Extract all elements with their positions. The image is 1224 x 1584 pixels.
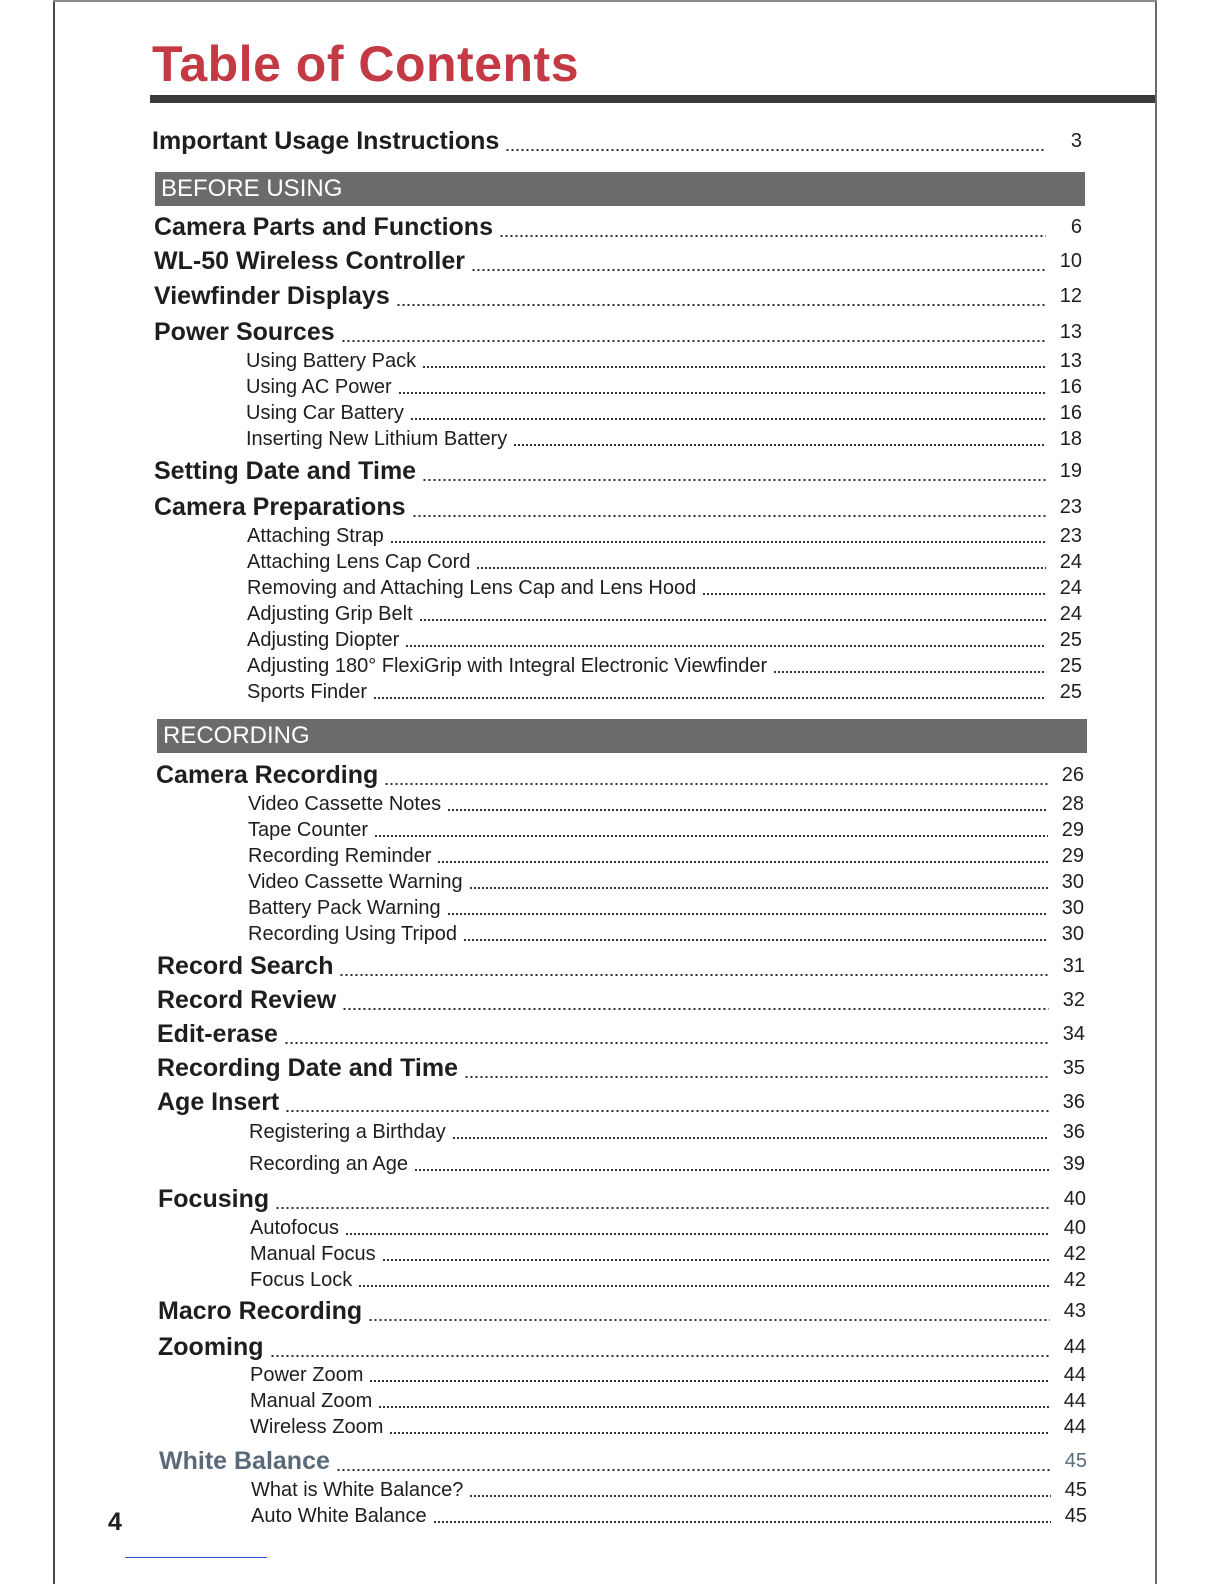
toc-subentry-manual-focus[interactable]: Manual Focus 42 [250,1243,1086,1265]
dot-leader [270,1355,1050,1357]
dot-leader [452,1137,1049,1139]
dot-leader [505,149,1046,151]
toc-subentry-sports-finder[interactable]: Sports Finder 25 [247,681,1082,703]
toc-subentry-diopter[interactable]: Adjusting Diopter 25 [247,629,1082,651]
toc-subentry-grip-belt[interactable]: Adjusting Grip Belt 24 [247,603,1082,625]
page-top-edge [53,0,1157,2]
toc-entry-power-sources[interactable]: Power Sources 13 [154,318,1082,346]
toc-entry-record-review[interactable]: Record Review 32 [157,986,1085,1014]
dot-leader [422,366,1046,368]
dot-leader [702,593,1046,595]
toc-subentry-registering-birthday[interactable]: Registering a Birthday 36 [249,1121,1085,1143]
toc-subentry-manual-zoom[interactable]: Manual Zoom 44 [250,1390,1086,1412]
dot-leader [464,1076,1049,1078]
toc-subentry-power-zoom[interactable]: Power Zoom 44 [250,1364,1086,1386]
dot-leader [275,1207,1050,1209]
page-number: 4 [108,1508,122,1536]
toc-subentry-using-ac-power[interactable]: Using AC Power 16 [246,376,1082,398]
dot-leader [398,392,1046,394]
dot-leader [433,1521,1051,1523]
dot-leader [341,340,1046,342]
toc-subentry-video-cassette-notes[interactable]: Video Cassette Notes 28 [248,793,1084,815]
dot-leader [378,1406,1050,1408]
dot-leader [373,697,1046,699]
toc-entry-focusing[interactable]: Focusing 40 [158,1185,1086,1213]
toc-entry-recording-date-time[interactable]: Recording Date and Time 35 [157,1054,1085,1082]
toc-subentry-what-is-white-balance[interactable]: What is White Balance? 45 [251,1479,1087,1501]
toc-subentry-recording-age[interactable]: Recording an Age 39 [249,1153,1085,1175]
title-underline [150,95,1155,103]
dot-leader [447,809,1048,811]
page-right-edge [1155,0,1157,1584]
toc-subentry-lens-cap-cord[interactable]: Attaching Lens Cap Cord 24 [247,551,1082,573]
dot-leader [285,1110,1049,1112]
page-left-edge [53,0,55,1584]
dot-leader [368,1319,1050,1321]
dot-leader [336,1469,1051,1471]
toc-subentry-attaching-strap[interactable]: Attaching Strap 23 [247,525,1082,547]
toc-entry-camera-preparations[interactable]: Camera Preparations 23 [154,493,1082,521]
toc-subentry-battery-pack-warning[interactable]: Battery Pack Warning 30 [248,897,1084,919]
toc-subentry-autofocus[interactable]: Autofocus 40 [250,1217,1086,1239]
toc-entry-viewfinder-displays[interactable]: Viewfinder Displays 12 [154,282,1082,310]
dot-leader [396,304,1046,306]
toc-subentry-using-car-battery[interactable]: Using Car Battery 16 [246,402,1082,424]
section-header-recording: RECORDING [157,719,1087,753]
dot-leader [358,1285,1050,1287]
dot-leader [342,1008,1049,1010]
toc-entry-wl50-controller[interactable]: WL-50 Wireless Controller 10 [154,247,1082,275]
toc-entry-camera-recording[interactable]: Camera Recording 26 [156,761,1084,789]
dot-leader [422,479,1046,481]
dot-leader [374,835,1048,837]
dot-leader [339,974,1049,976]
toc-entry-macro-recording[interactable]: Macro Recording 43 [158,1297,1086,1325]
dot-leader [390,541,1046,543]
toc-entry-record-search[interactable]: Record Search 31 [157,952,1085,980]
dot-leader [513,444,1046,446]
dot-leader [437,861,1048,863]
dot-leader [463,939,1048,941]
toc-subentry-auto-white-balance[interactable]: Auto White Balance 45 [251,1505,1087,1527]
toc-subentry-wireless-zoom[interactable]: Wireless Zoom 44 [250,1416,1086,1438]
dot-leader [773,671,1046,673]
toc-subentry-using-battery-pack[interactable]: Using Battery Pack 13 [246,350,1082,372]
dot-leader [345,1233,1050,1235]
dot-leader [410,418,1046,420]
dot-leader [412,515,1046,517]
toc-subentry-video-cassette-warning[interactable]: Video Cassette Warning 30 [248,871,1084,893]
dot-leader [405,645,1046,647]
toc-entry-camera-parts[interactable]: Camera Parts and Functions 6 [154,213,1082,241]
dot-leader [384,783,1048,785]
bottom-link-underline [125,1557,267,1558]
dot-leader [469,1495,1051,1497]
toc-subentry-lens-cap-hood[interactable]: Removing and Attaching Lens Cap and Lens Hood 24 [247,577,1082,599]
dot-leader [471,269,1046,271]
dot-leader [469,887,1048,889]
dot-leader [499,235,1046,237]
dot-leader [382,1259,1050,1261]
toc-subentry-recording-reminder[interactable]: Recording Reminder 29 [248,845,1084,867]
page-title: Table of Contents [152,36,580,92]
toc-subentry-tape-counter[interactable]: Tape Counter 29 [248,819,1084,841]
dot-leader [389,1432,1050,1434]
toc-entry-age-insert[interactable]: Age Insert 36 [157,1088,1085,1116]
dot-leader [284,1042,1049,1044]
toc-subentry-recording-using-tripod[interactable]: Recording Using Tripod 30 [248,923,1084,945]
toc-entry-important-usage[interactable]: Important Usage Instructions 3 [152,127,1082,155]
toc-subentry-focus-lock[interactable]: Focus Lock 42 [250,1269,1086,1291]
toc-entry-white-balance[interactable]: White Balance 45 [159,1447,1087,1475]
toc-entry-zooming[interactable]: Zooming 44 [158,1333,1086,1361]
toc-subentry-lithium-battery[interactable]: Inserting New Lithium Battery 18 [246,428,1082,450]
section-header-before-using: BEFORE USING [155,172,1085,206]
dot-leader [476,567,1046,569]
toc-subentry-flexigrip[interactable]: Adjusting 180° FlexiGrip with Integral Electronic Viewfinder 25 [247,655,1082,677]
dot-leader [419,619,1046,621]
dot-leader [414,1169,1049,1171]
toc-entry-edit-erase[interactable]: Edit-erase 34 [157,1020,1085,1048]
dot-leader [447,913,1048,915]
toc-entry-setting-date-time[interactable]: Setting Date and Time 19 [154,457,1082,485]
dot-leader [369,1380,1050,1382]
